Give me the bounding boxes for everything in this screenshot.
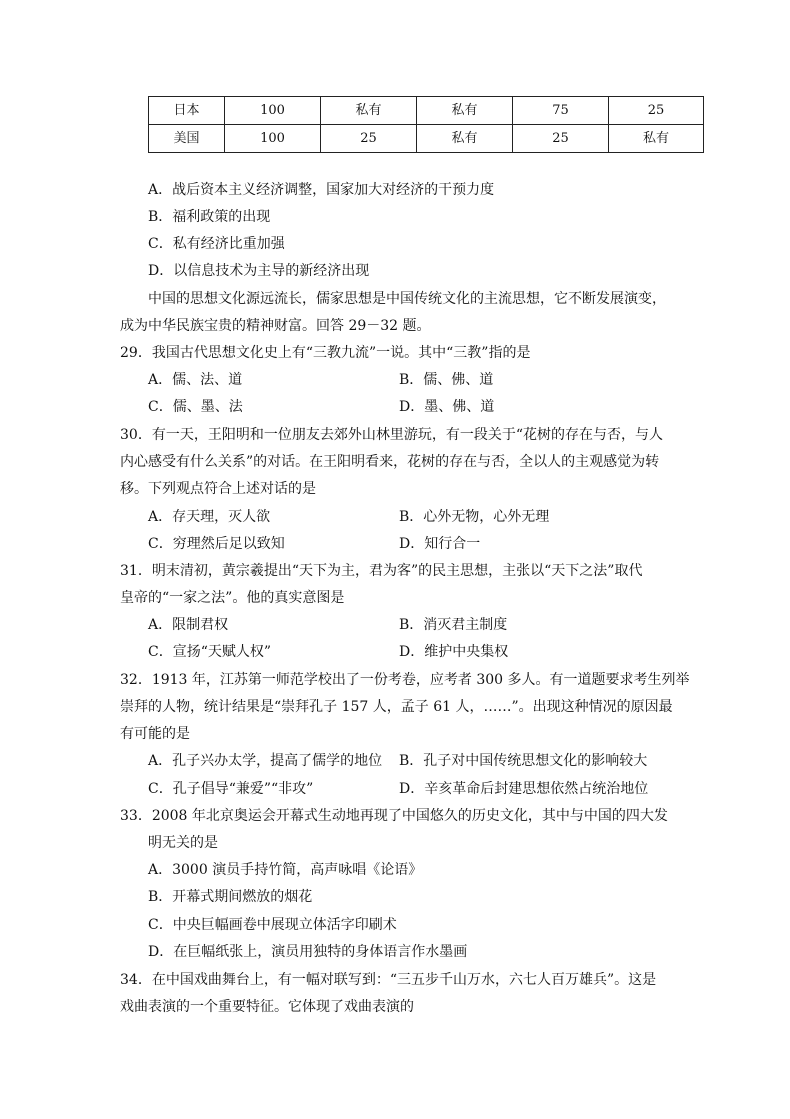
q33-option-d: D．在巨幅纸张上，演员用独特的身体语言作水墨画 xyxy=(148,944,468,960)
q30-stem-1: 30．有一天，王阳明和一位朋友去郊外山林里游玩，有一段关于“花树的存在与否，与人 xyxy=(120,427,663,443)
q29-option-b: B．儒、佛、道 xyxy=(399,372,494,388)
q31-option-c: C．宣扬“天赋人权” xyxy=(148,644,272,660)
q34-stem-2: 戏曲表演的一个重要特征。它体现了戏曲表演的 xyxy=(120,999,414,1015)
q33-stem-2: 明无关的是 xyxy=(148,835,218,851)
q28-option-b: B．福利政策的出现 xyxy=(148,209,271,225)
table-cell: 100 xyxy=(225,97,321,125)
table-cell: 25 xyxy=(609,97,704,125)
q30-stem-2: 内心感受有什么关系”的对话。在王阳明看来，花树的存在与否，全以人的主观感觉为转 xyxy=(120,454,660,470)
table-cell: 25 xyxy=(513,125,609,153)
table-cell: 美国 xyxy=(149,125,225,153)
table-cell: 私有 xyxy=(417,97,513,125)
q33-option-b: B．开幕式期间燃放的烟花 xyxy=(148,889,313,905)
table-cell: 日本 xyxy=(149,97,225,125)
q32-option-a: A．孔子兴办太学，提高了儒学的地位 xyxy=(148,753,383,769)
q32-stem-1: 32．1913 年，江苏第一师范学校出了一份考卷，应考者 300 多人。有一道题要求考生列举 xyxy=(120,672,690,688)
q33-option-a: A．3000 演员手持竹简，高声咏唱《论语》 xyxy=(148,862,423,878)
q30-option-b: B．心外无物，心外无理 xyxy=(399,509,550,525)
q32-stem-2: 崇拜的人物，统计结果是“崇拜孔子 157 人，孟子 61 人，……”。出现这种情况的原因最 xyxy=(120,699,673,715)
table-cell: 私有 xyxy=(609,125,704,153)
table-row xyxy=(149,125,704,153)
intro-line-1: 中国的思想文化源远流长，儒家思想是中国传统文化的主流思想，它不断发展演变， xyxy=(148,291,666,307)
q28-option-c: C．私有经济比重加强 xyxy=(148,236,285,252)
q29-option-d: D．墨、佛、道 xyxy=(399,399,495,415)
q29-stem: 29．我国古代思想文化史上有“三教九流”一说。其中“三教”指的是 xyxy=(120,345,531,361)
q28-option-d: D．以信息技术为主导的新经济出现 xyxy=(148,263,370,279)
table-cell: 100 xyxy=(225,125,321,153)
table-row xyxy=(149,97,704,125)
table-cell: 25 xyxy=(321,125,417,153)
q32-stem-3: 有可能的是 xyxy=(120,726,190,742)
q34-stem-1: 34．在中国戏曲舞台上，有一幅对联写到：“三五步千山万水，六七人百万雄兵”。这是 xyxy=(120,972,657,988)
q31-stem-2: 皇帝的“一家之法”。他的真实意图是 xyxy=(120,590,345,606)
intro-line-2: 成为中华民族宝贵的精神财富。回答 29－32 题。 xyxy=(120,318,431,334)
q31-stem-1: 31．明末清初，黄宗羲提出“天下为主，君为客”的民主思想，主张以“天下之法”取代 xyxy=(120,563,643,579)
q30-option-a: A．存天理，灭人欲 xyxy=(148,509,271,525)
q32-option-c: C．孔子倡导“兼爱”“非攻” xyxy=(148,781,314,797)
q29-option-c: C．儒、墨、法 xyxy=(148,399,243,415)
q31-option-d: D．维护中央集权 xyxy=(399,644,509,660)
q32-option-d: D．辛亥革命后封建思想依然占统治地位 xyxy=(399,781,649,797)
q32-option-b: B．孔子对中国传统思想文化的影响较大 xyxy=(399,753,648,769)
q33-option-c: C．中央巨幅画卷中展现立体活字印刷术 xyxy=(148,917,397,933)
table-cell: 私有 xyxy=(321,97,417,125)
q30-stem-3: 移。下列观点符合上述对话的是 xyxy=(120,481,316,497)
table-cell: 75 xyxy=(513,97,609,125)
q31-option-b: B．消灭君主制度 xyxy=(399,617,508,633)
table-cell: 私有 xyxy=(417,125,513,153)
q28-option-a: A．战后资本主义经济调整，国家加大对经济的干预力度 xyxy=(148,182,495,198)
q31-option-a: A．限制君权 xyxy=(148,617,229,633)
q30-option-d: D．知行合一 xyxy=(399,536,481,552)
comparison-table xyxy=(148,96,704,153)
q33-stem-1: 33．2008 年北京奥运会开幕式生动地再现了中国悠久的历史文化，其中与中国的四大发 xyxy=(120,808,668,824)
q29-option-a: A．儒、法、道 xyxy=(148,372,243,388)
q30-option-c: C．穷理然后足以致知 xyxy=(148,536,285,552)
